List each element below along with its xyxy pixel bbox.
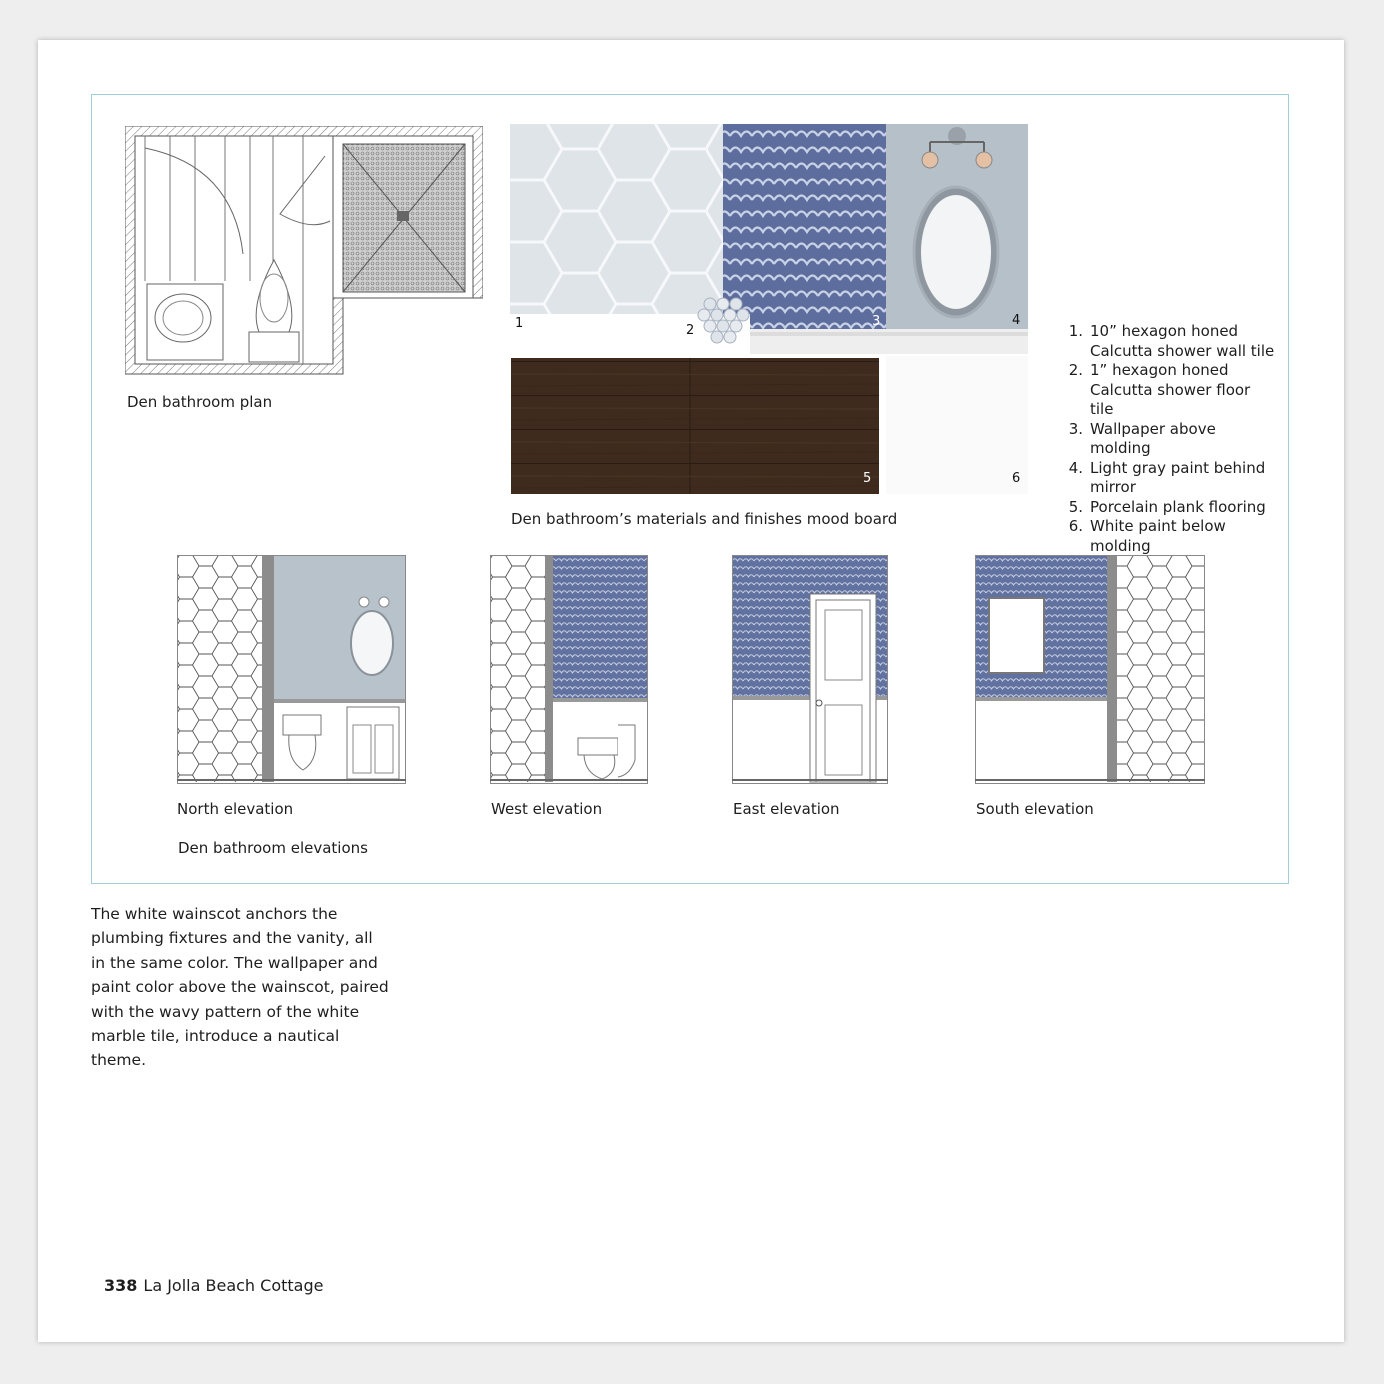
swatch-number-1: 1 xyxy=(515,316,524,331)
south-elevation-drawing xyxy=(975,555,1205,784)
north-elevation-drawing xyxy=(177,555,406,784)
west-elevation-caption: West elevation xyxy=(491,800,603,818)
materials-legend xyxy=(1058,322,1278,556)
swatch-plank-flooring xyxy=(511,358,879,494)
swatch-hexagon-wall-tile xyxy=(510,124,724,314)
legend-item: 1. 10” hexagon honed Calcutta shower wall tile xyxy=(1068,322,1275,360)
page-number: 338 xyxy=(104,1276,138,1295)
east-elevation-caption: East elevation xyxy=(733,800,840,818)
swatch-number-5: 5 xyxy=(863,471,872,486)
west-elevation-drawing xyxy=(490,555,648,784)
swatch-wallpaper xyxy=(723,124,887,332)
mood-board-caption: Den bathroom’s materials and finishes mood board xyxy=(511,510,898,528)
swatch-number-2: 2 xyxy=(686,323,695,338)
plan-caption: Den bathroom plan xyxy=(127,393,273,411)
mood-board xyxy=(510,124,1028,494)
swatch-white-paint xyxy=(886,356,1028,494)
legend-item: 2. 1” hexagon honed Calcutta shower floor tile xyxy=(1068,361,1251,418)
south-elevation-caption: South elevation xyxy=(976,800,1094,818)
page-footer xyxy=(104,1276,323,1295)
running-title: La Jolla Beach Cottage xyxy=(143,1276,324,1295)
legend-item: 4. Light gray paint behind mirror xyxy=(1068,458,1266,496)
body-paragraph: The white wainscot anchors the plumbing fixtures and the vanity, all in the same color. The wallpaper and paint color above the wainscot, paired with the wavy pattern of the white marble tile, introduce a nautical theme. xyxy=(91,905,389,1070)
elevations-caption: Den bathroom elevations xyxy=(178,839,368,857)
legend-item: 6. White paint below molding xyxy=(1068,517,1226,555)
north-elevation-caption: North elevation xyxy=(177,800,294,818)
swatch-number-6: 6 xyxy=(1012,471,1021,486)
swatch-number-3: 3 xyxy=(872,314,881,329)
east-elevation-drawing xyxy=(732,555,888,784)
swatch-number-4: 4 xyxy=(1012,313,1021,328)
legend-item: 5. Porcelain plank flooring xyxy=(1068,497,1266,516)
legend-item: 3. Wallpaper above molding xyxy=(1068,419,1216,457)
bathroom-floor-plan xyxy=(125,126,483,378)
